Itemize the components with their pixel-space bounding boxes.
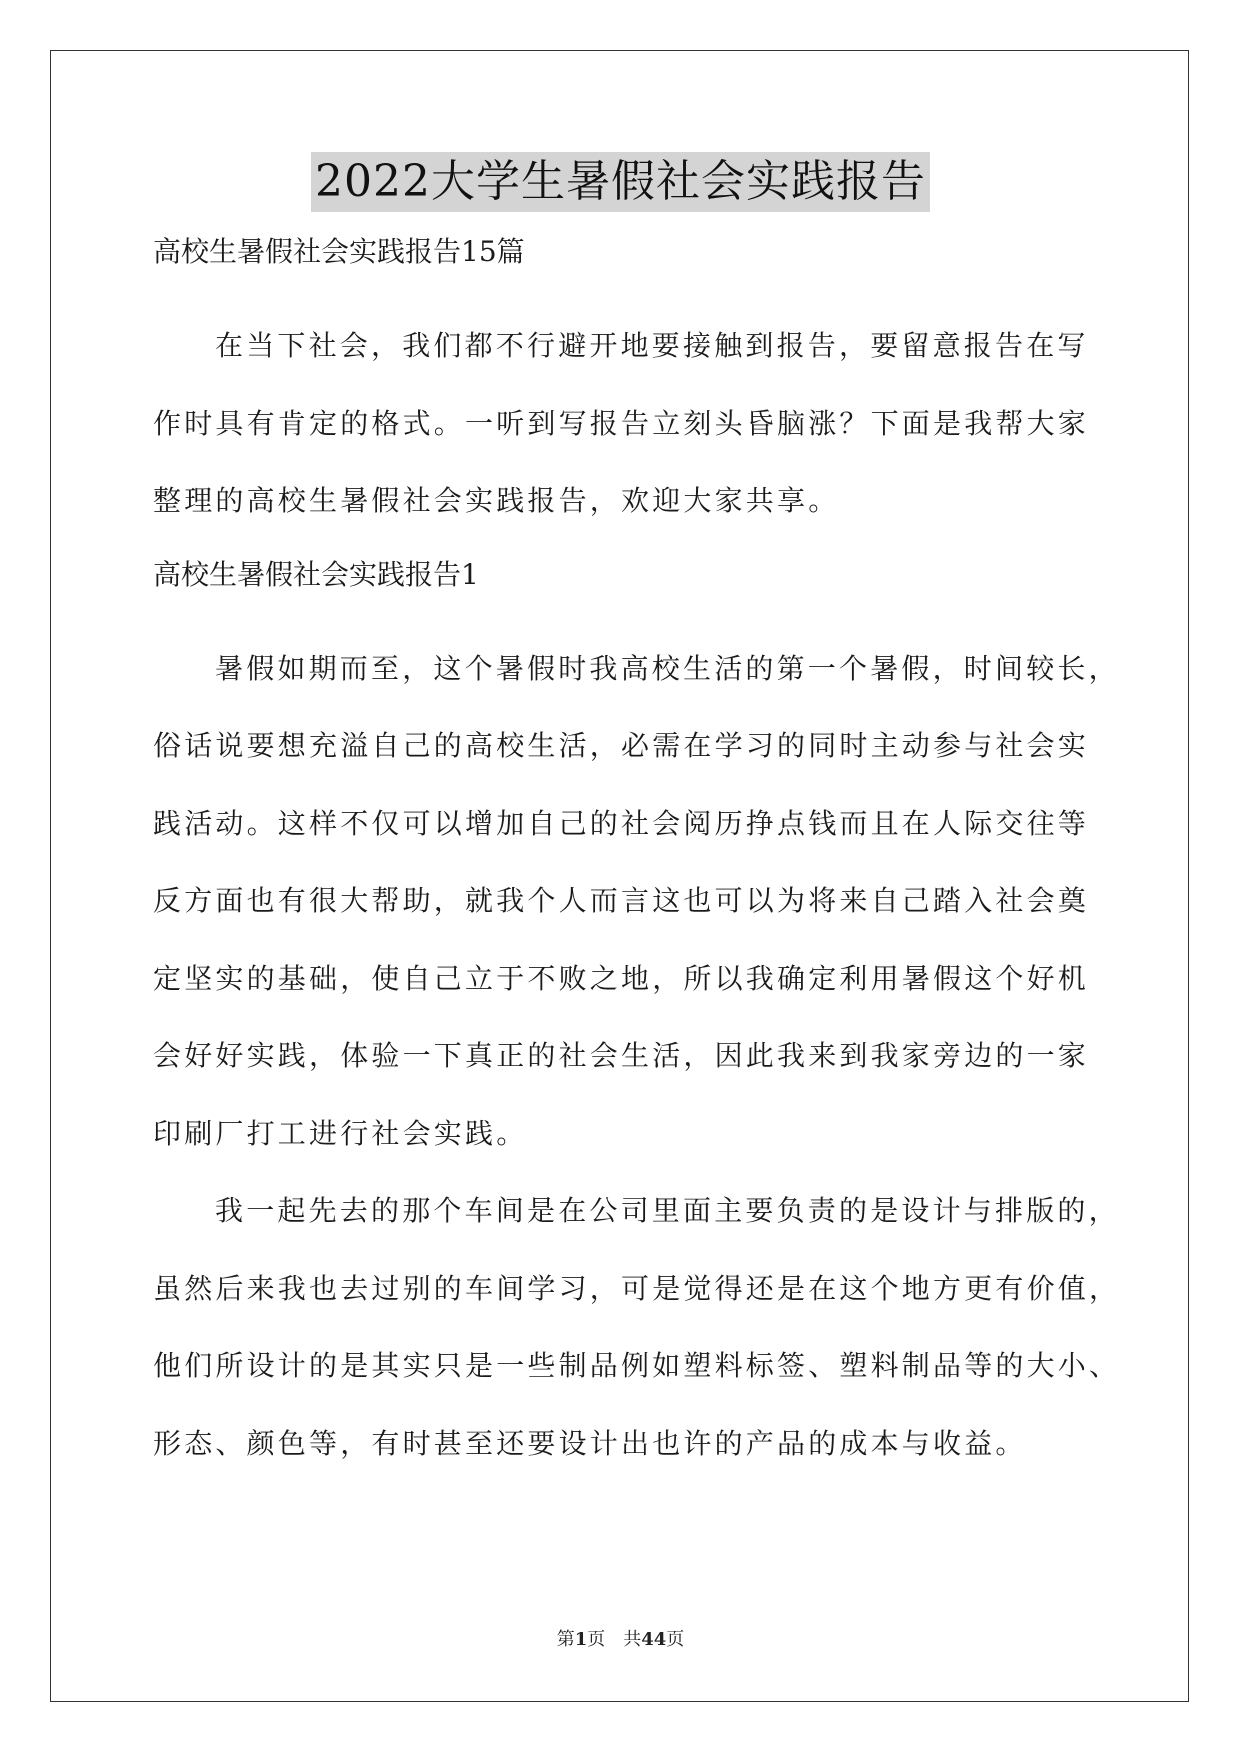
document-subtitle: 高校生暑假社会实践报告15篇	[153, 235, 525, 268]
intro-line: 作时具有肯定的格式。一听到写报告立刻头昏脑涨？下面是我帮大家	[153, 406, 1090, 440]
page-prefix: 第	[556, 1629, 575, 1650]
paragraph-1-line: 印刷厂打工进行社会实践。	[153, 1116, 528, 1150]
paragraph-2-line: 我一起先去的那个车间是在公司里面主要负责的是设计与排版的，	[215, 1194, 1120, 1227]
paragraph-2	[153, 1172, 1121, 1482]
intro-paragraph	[153, 307, 1103, 540]
paragraph-2-line: 他们所设计的是其实只是一些制品例如塑料标签、塑料制品等的大小、	[153, 1349, 1121, 1382]
intro-line: 整理的高校生暑假社会实践报告，欢迎大家共享。	[153, 484, 840, 517]
paragraph-1-line: 暑假如期而至，这个暑假时我高校生活的第一个暑假，时间较长，	[215, 651, 1120, 685]
paragraph-1-line: 反方面也有很大帮助，就我个人而言这也可以为将来自己踏入社会奠	[153, 884, 1090, 917]
page-footer	[0, 1628, 1241, 1652]
paragraph-1-line: 定坚实的基础，使自己立于不败之地，所以我确定利用暑假这个好机	[153, 961, 1090, 995]
paragraph-1	[153, 630, 1120, 1173]
current-page-number: 1	[574, 1629, 588, 1650]
title-container	[0, 152, 1241, 212]
document-title: 2022大学生暑假社会实践报告	[311, 152, 930, 212]
paragraph-2-line: 虽然后来我也去过别的车间学习，可是觉得还是在这个地方更有价值，	[153, 1271, 1121, 1305]
page-suffix: 页	[666, 1629, 685, 1650]
intro-line: 在当下社会，我们都不行避开地要接触到报告，要留意报告在写	[215, 329, 1089, 362]
paragraph-1-line: 践活动。这样不仅可以增加自己的社会阅历挣点钱而且在人际交往等	[153, 806, 1090, 840]
paragraph-2-line: 形态、颜色等，有时甚至还要设计出也许的产品的成本与收益。	[153, 1426, 1027, 1460]
paragraph-1-line: 会好好实践，体验一下真正的社会生活，因此我来到我家旁边的一家	[153, 1039, 1090, 1072]
paragraph-1-line: 俗话说要想充溢自己的高校生活，必需在学习的同时主动参与社会实	[153, 729, 1090, 762]
total-page-number: 44	[641, 1629, 667, 1650]
document-body	[153, 232, 1121, 1482]
page-mid: 页 共	[587, 1629, 642, 1650]
section-heading: 高校生暑假社会实践报告1	[153, 557, 479, 591]
